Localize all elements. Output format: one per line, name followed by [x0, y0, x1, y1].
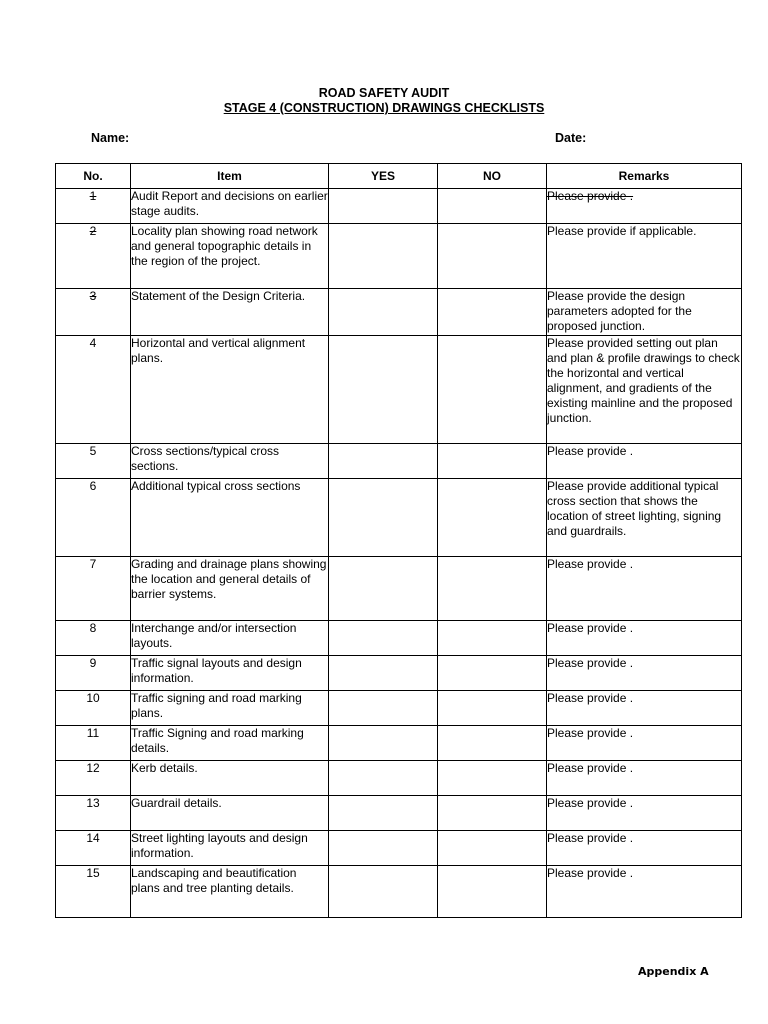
row-no-cell — [438, 761, 547, 796]
row-item: Grading and drainage plans showing the location and general details of barrier systems. — [131, 557, 329, 621]
row-number: 12 — [56, 761, 131, 796]
row-yes-cell — [329, 289, 438, 336]
row-number: 14 — [56, 831, 131, 866]
row-yes-cell — [329, 656, 438, 691]
row-no-cell — [438, 656, 547, 691]
table-row — [56, 189, 742, 224]
table-row — [56, 726, 742, 761]
table-row — [56, 831, 742, 866]
table-header-row — [56, 164, 742, 189]
row-no-cell — [438, 444, 547, 479]
table-row — [56, 761, 742, 796]
row-item: Interchange and/or intersection layouts. — [131, 621, 329, 656]
row-yes-cell — [329, 621, 438, 656]
row-number: 6 — [56, 479, 131, 557]
row-yes-cell — [329, 224, 438, 289]
row-yes-cell — [329, 761, 438, 796]
header-no: No. — [56, 164, 131, 189]
table-row — [56, 336, 742, 444]
appendix-label: Appendix A — [638, 965, 709, 978]
row-yes-cell — [329, 189, 438, 224]
row-item: Landscaping and beautification plans and tree planting details. — [131, 866, 329, 918]
row-item: Horizontal and vertical alignment plans. — [131, 336, 329, 444]
row-yes-cell — [329, 444, 438, 479]
row-number: 8 — [56, 621, 131, 656]
row-no-cell — [438, 479, 547, 557]
row-item: Audit Report and decisions on earlier stage audits. — [131, 189, 329, 224]
row-yes-cell — [329, 831, 438, 866]
row-number: 10 — [56, 691, 131, 726]
row-remarks: Please provide . — [547, 691, 742, 726]
row-no-cell — [438, 621, 547, 656]
document-title: ROAD SAFETY AUDIT — [318, 86, 450, 100]
header-no-column: NO — [438, 164, 547, 189]
row-number: 1 — [56, 189, 131, 224]
row-yes-cell — [329, 479, 438, 557]
row-yes-cell — [329, 726, 438, 761]
row-number: 3 — [56, 289, 131, 336]
checklist-table — [55, 163, 742, 918]
row-number: 7 — [56, 557, 131, 621]
row-number: 9 — [56, 656, 131, 691]
table-row — [56, 866, 742, 918]
row-item: Additional typical cross sections — [131, 479, 329, 557]
table-row — [56, 444, 742, 479]
row-item: Traffic Signing and road marking details. — [131, 726, 329, 761]
table-row — [56, 656, 742, 691]
header-item: Item — [131, 164, 329, 189]
row-number: 4 — [56, 336, 131, 444]
row-no-cell — [438, 796, 547, 831]
table-row — [56, 691, 742, 726]
row-yes-cell — [329, 691, 438, 726]
header-yes: YES — [329, 164, 438, 189]
row-yes-cell — [329, 866, 438, 918]
row-no-cell — [438, 831, 547, 866]
row-no-cell — [438, 289, 547, 336]
row-no-cell — [438, 866, 547, 918]
row-number: 15 — [56, 866, 131, 918]
row-remarks: Please provide . — [547, 656, 742, 691]
row-no-cell — [438, 224, 547, 289]
name-label: Name: — [91, 131, 130, 145]
row-item: Traffic signal layouts and design information. — [131, 656, 329, 691]
row-remarks: Please provide . — [547, 831, 742, 866]
row-remarks: Please provide . — [547, 189, 742, 224]
row-item: Statement of the Design Criteria. — [131, 289, 329, 336]
row-no-cell — [438, 189, 547, 224]
header-remarks: Remarks — [547, 164, 742, 189]
document-subtitle: STAGE 4 (CONSTRUCTION) DRAWINGS CHECKLISTS — [223, 101, 545, 115]
table-row — [56, 289, 742, 336]
row-item: Guardrail details. — [131, 796, 329, 831]
row-item: Locality plan showing road network and general topographic details in the region of the project. — [131, 224, 329, 289]
table-body — [56, 189, 742, 918]
table-row — [56, 557, 742, 621]
row-item: Street lighting layouts and design information. — [131, 831, 329, 866]
row-number: 13 — [56, 796, 131, 831]
row-remarks: Please provided setting out plan and plan & profile drawings to check the horizontal and vertical alignment, and gradients of the existing mainline and the proposed junction. — [547, 336, 742, 444]
row-remarks: Please provide the design parameters adopted for the proposed junction. — [547, 289, 742, 336]
row-remarks: Please provide if applicable. — [547, 224, 742, 289]
table-row — [56, 479, 742, 557]
row-item: Kerb details. — [131, 761, 329, 796]
row-item: Cross sections/typical cross sections. — [131, 444, 329, 479]
row-no-cell — [438, 557, 547, 621]
row-yes-cell — [329, 796, 438, 831]
row-remarks: Please provide . — [547, 866, 742, 918]
row-no-cell — [438, 691, 547, 726]
row-number: 5 — [56, 444, 131, 479]
table-row — [56, 796, 742, 831]
row-no-cell — [438, 336, 547, 444]
row-remarks: Please provide . — [547, 621, 742, 656]
table-row — [56, 224, 742, 289]
row-remarks: Please provide . — [547, 726, 742, 761]
row-no-cell — [438, 726, 547, 761]
row-yes-cell — [329, 336, 438, 444]
table-row — [56, 621, 742, 656]
row-remarks: Please provide additional typical cross section that shows the location of street lighting, signing and guardrails. — [547, 479, 742, 557]
row-remarks: Please provide . — [547, 761, 742, 796]
row-remarks: Please provide . — [547, 557, 742, 621]
row-remarks: Please provide . — [547, 444, 742, 479]
row-remarks: Please provide . — [547, 796, 742, 831]
row-number: 2 — [56, 224, 131, 289]
row-item: Traffic signing and road marking plans. — [131, 691, 329, 726]
date-label: Date: — [555, 131, 587, 145]
row-yes-cell — [329, 557, 438, 621]
row-number: 11 — [56, 726, 131, 761]
